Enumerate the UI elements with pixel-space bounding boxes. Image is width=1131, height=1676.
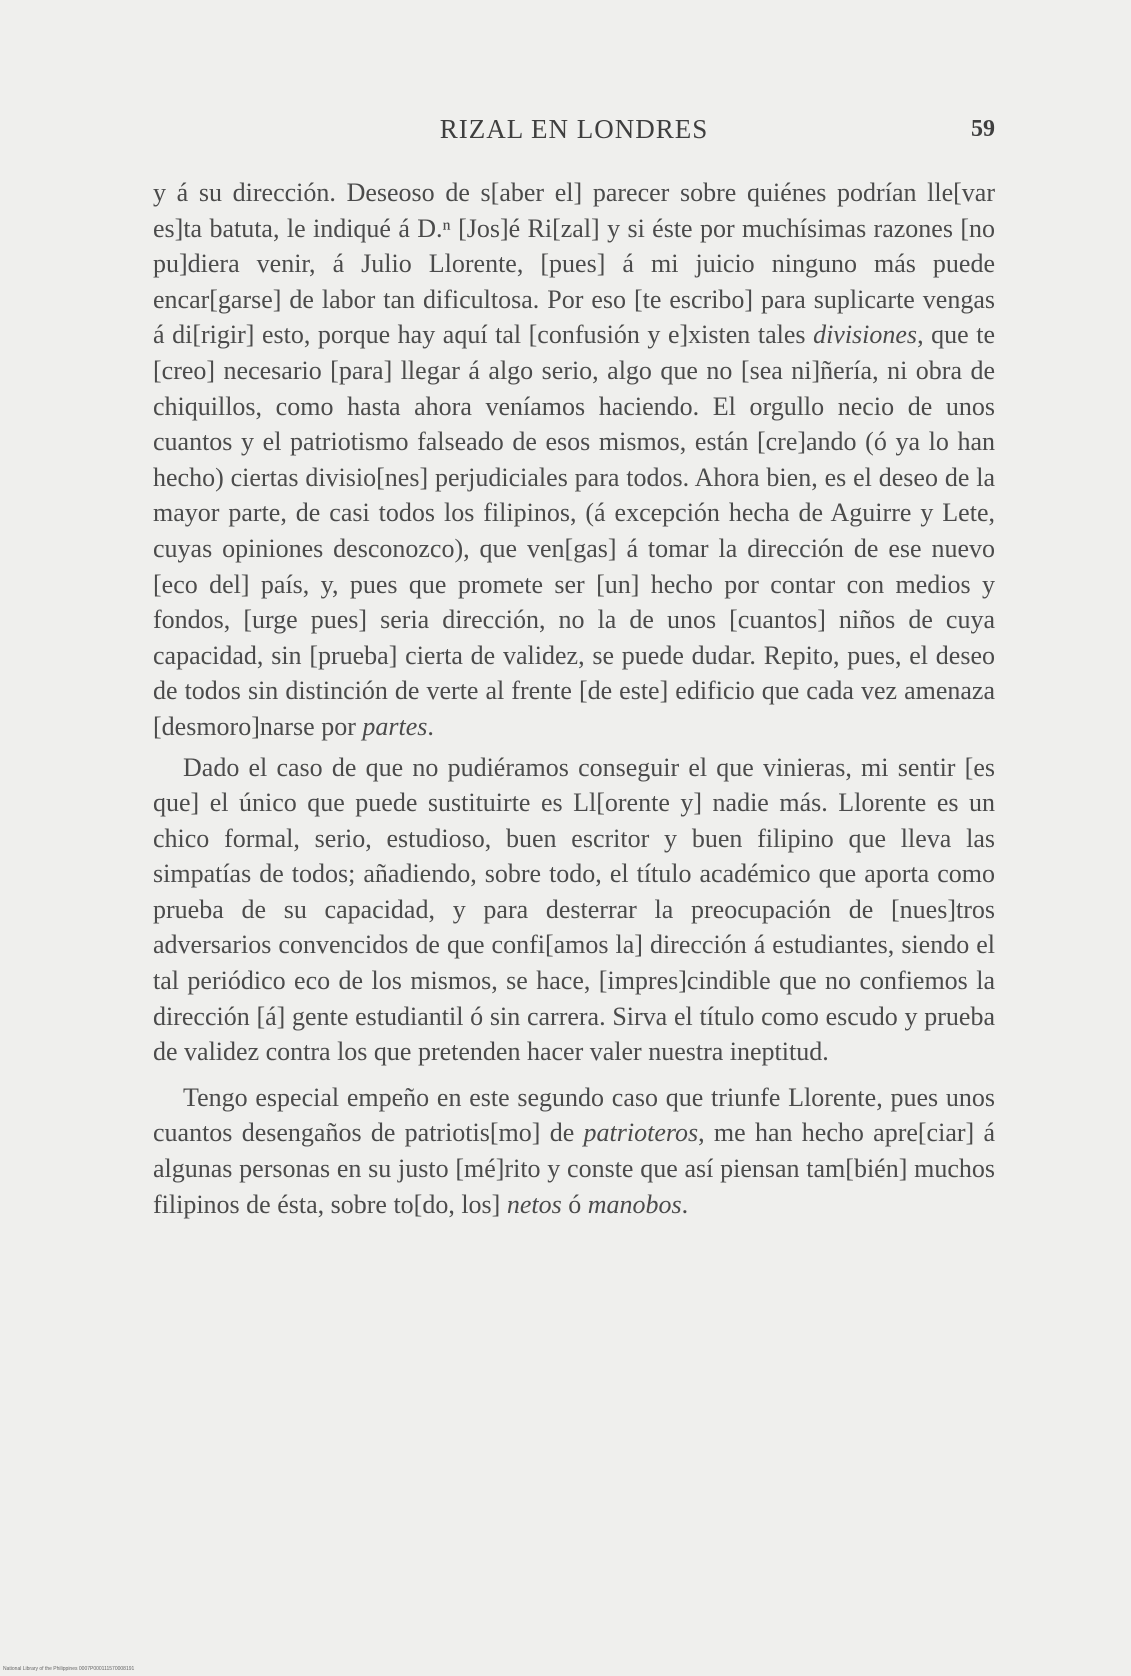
body-text bbox=[153, 175, 995, 1222]
paragraph-text: , me han hecho apre[ciar] á algunas personas en su justo [mé]rito y conste que así piensan tam[bién] muchos filipinos de ésta, sobre to[do, los] bbox=[153, 1118, 995, 1219]
paragraph-text: y á su dirección. Deseoso de s[aber el] parecer sobre quiénes podrían lle[var es]ta batuta, le indiqué á D.ⁿ [Jos]é Ri[zal] y si éste por muchísimas razones [no pu]diera venir, á Julio Llorente, [pues] á mi juicio ninguno más puede encar[garse] de labor tan dificultosa. Por eso [te escribo] para suplicarte vengas á di[rigir] esto, porque hay aquí tal [confusión y e]xisten tales bbox=[153, 178, 995, 350]
paragraph bbox=[153, 175, 995, 745]
paragraph bbox=[153, 750, 995, 1070]
italic-text: manobos bbox=[587, 1189, 682, 1219]
running-title: RIZAL EN LONDRES bbox=[439, 114, 709, 144]
paragraph-text: Tengo especial empeño en este segundo caso que triunfe Llorente, pues unos cuantos desengaños de patriotis[mo] de bbox=[153, 1082, 995, 1148]
paragraph bbox=[153, 1080, 995, 1222]
library-stamp: National Library of the Philippines 0007P000111570008191 bbox=[3, 1666, 135, 1672]
italic-text: divisiones bbox=[813, 320, 918, 350]
page-number: 59 bbox=[971, 116, 995, 142]
paragraph-text: . bbox=[681, 1189, 689, 1219]
paragraph-text: ó bbox=[561, 1189, 588, 1219]
italic-text: patrioteros bbox=[583, 1118, 699, 1148]
paragraph-text: , que te [creo] necesario [para] llegar á algo serio, algo que no [sea ni]ñería, ni obra de chiquillos, como hasta ahora veníamos haciendo. El orgullo necio de unos cuantos y el patriotismo falseado de esos mismos, están [cre]ando (ó ya lo han hecho) ciertas divisio[nes] perjudiciales para todos. Ahora bien, es el deseo de la mayor parte, de casi todos los filipinos, (á excepción hecha de Aguirre y Lete, cuyas opiniones desconozco), que ven[gas] á tomar la dirección de ese nuevo [eco del] país, y, pues que promete ser [un] hecho por contar con medios y fondos, [urge pues] seria dirección, no la de unos [cuantos] niños de cuya capacidad, sin [prueba] cierta de validez, se puede dudar. Repito, pues, el deseo de todos sin distinción de verte al frente [de este] edificio que cada vez amenaza [desmoro]narse por bbox=[153, 320, 995, 741]
italic-text: netos bbox=[506, 1189, 562, 1219]
page-header bbox=[153, 114, 995, 154]
paragraph-text: . bbox=[427, 711, 434, 741]
italic-text: partes bbox=[362, 711, 428, 741]
paragraph-text: Dado el caso de que no pudiéramos conseguir el que vinieras, mi sentir [es que] el único que puede sustituirte es Ll[orente y] nadie más. Llorente es un chico formal, serio, estudioso, buen escritor y buen filipino que lleva las simpatías de todos; añadiendo, sobre todo, el título académico que aporta como prueba de su capacidad, y para desterrar la preocupación de [nues]tros adversarios convencidos de que confi[amos la] dirección á estudiantes, siendo el tal periódico eco de los mismos, se hace, [impres]cindible que no confiemos la dirección [á] gente estudiantil ó sin carrera. Sirva el título como escudo y prueba de validez contra los que pretenden hacer valer nuestra ineptitud. bbox=[153, 752, 995, 1067]
